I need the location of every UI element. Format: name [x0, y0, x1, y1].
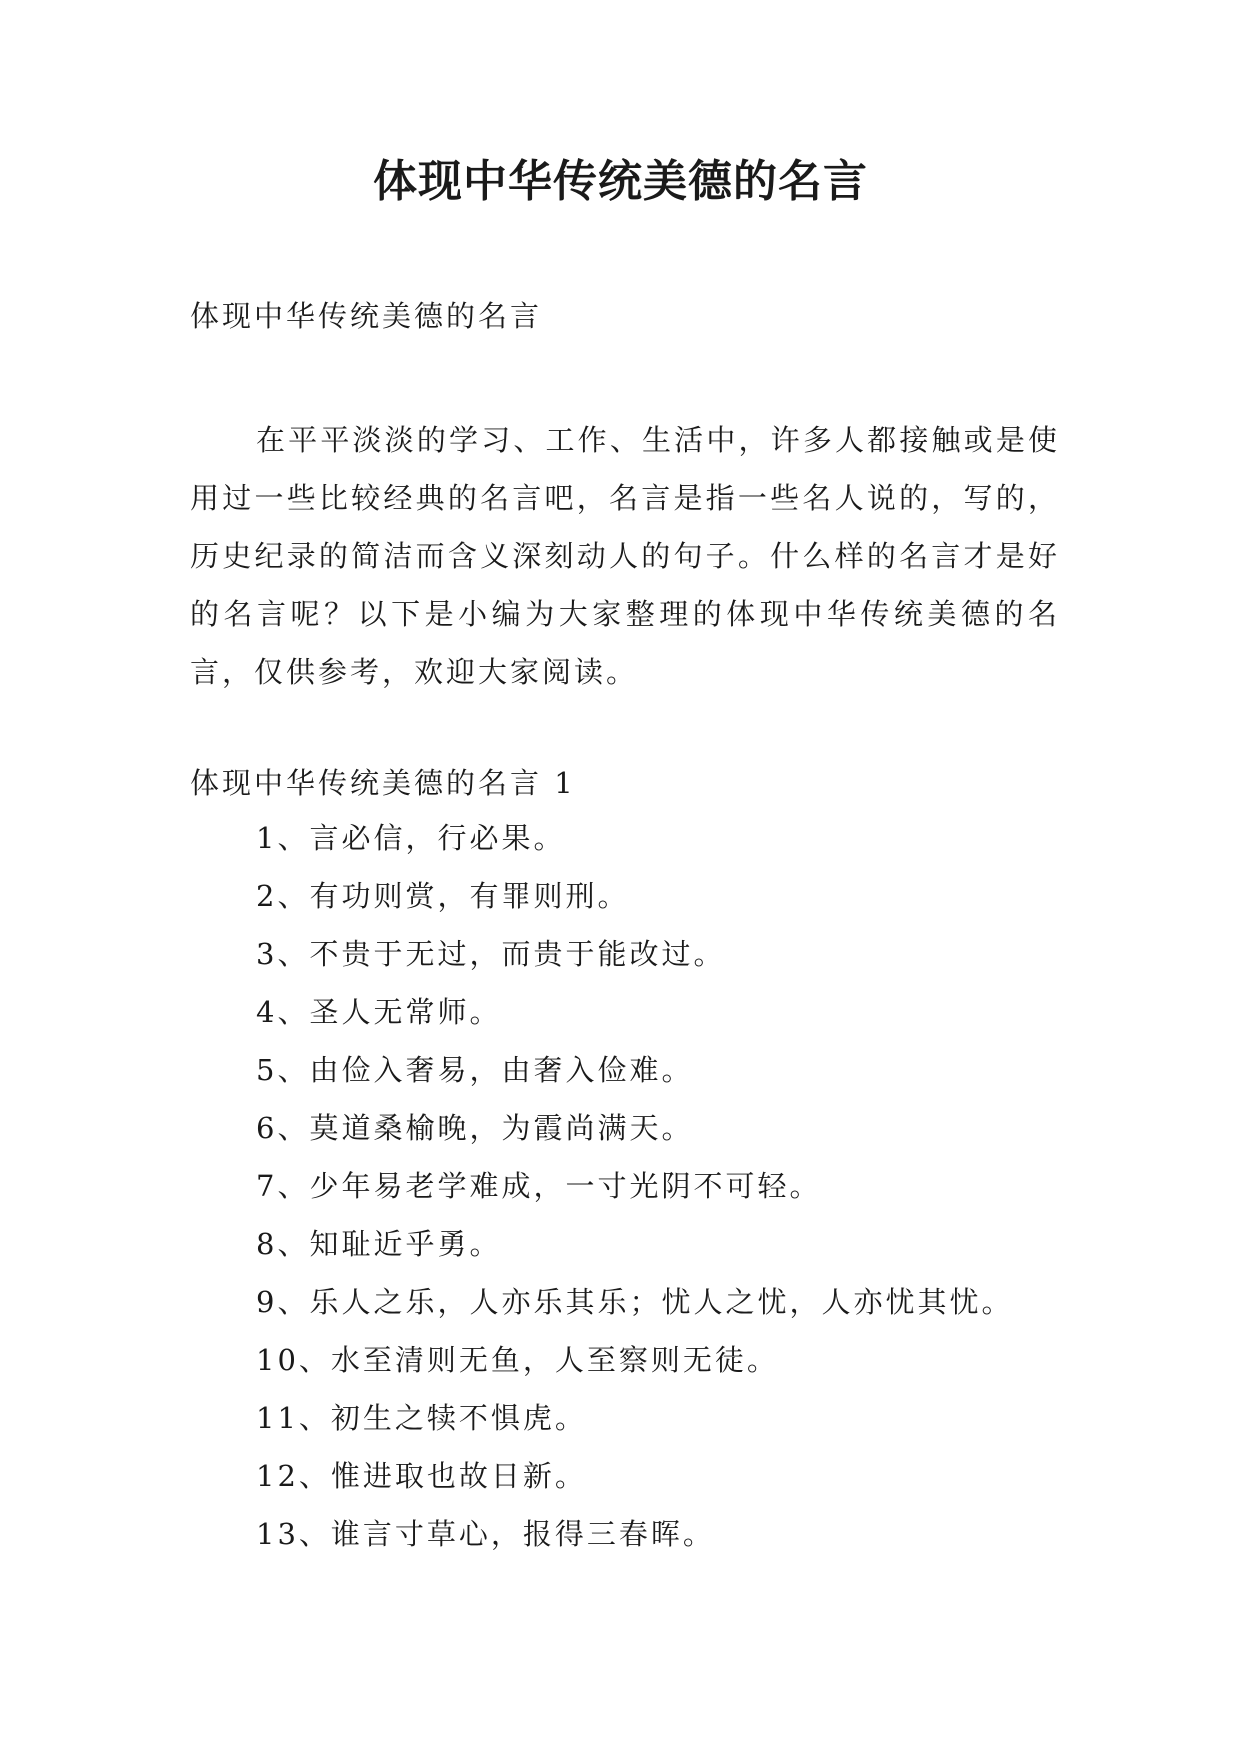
quote-item: 5、由俭入奢易，由奢入俭难。 — [256, 1053, 694, 1087]
quote-item: 6、莫道桑榆晚，为霞尚满天。 — [256, 1111, 694, 1145]
quote-item: 11、初生之犊不惧虎。 — [256, 1401, 587, 1435]
quote-list — [256, 818, 1076, 1572]
quote-item: 4、圣人无常师。 — [256, 995, 502, 1029]
section-heading: 体现中华传统美德的名言 1 — [190, 766, 576, 800]
intro-paragraph: 在平平淡淡的学习、工作、生活中，许多人都接触或是使用过一些比较经典的名言吧，名言是指一些名人说的，写的，历史纪录的简洁而含义深刻动人的句子。什么样的名言才是好的名言呢？以下是小编为大家整理的体现中华传统美德的名言，仅供参考，欢迎大家阅读。 — [190, 423, 1060, 689]
quote-item: 10、水至清则无鱼，人至察则无徒。 — [256, 1343, 779, 1377]
document-subtitle: 体现中华传统美德的名言 — [190, 299, 543, 333]
quote-item: 2、有功则赏，有罪则刑。 — [256, 879, 630, 913]
quote-item: 12、惟进取也故日新。 — [256, 1459, 587, 1493]
quote-item: 3、不贵于无过，而贵于能改过。 — [256, 937, 726, 971]
quote-item: 1、言必信，行必果。 — [256, 821, 566, 855]
quote-item: 9、乐人之乐，人亦乐其乐；忧人之忧，人亦忧其忧。 — [256, 1285, 1014, 1319]
document-title: 体现中华传统美德的名言 — [373, 156, 868, 207]
quote-item: 8、知耻近乎勇。 — [256, 1227, 502, 1261]
quote-item: 13、谁言寸草心，报得三春晖。 — [256, 1517, 715, 1551]
quote-item: 7、少年易老学难成，一寸光阴不可轻。 — [256, 1169, 822, 1203]
